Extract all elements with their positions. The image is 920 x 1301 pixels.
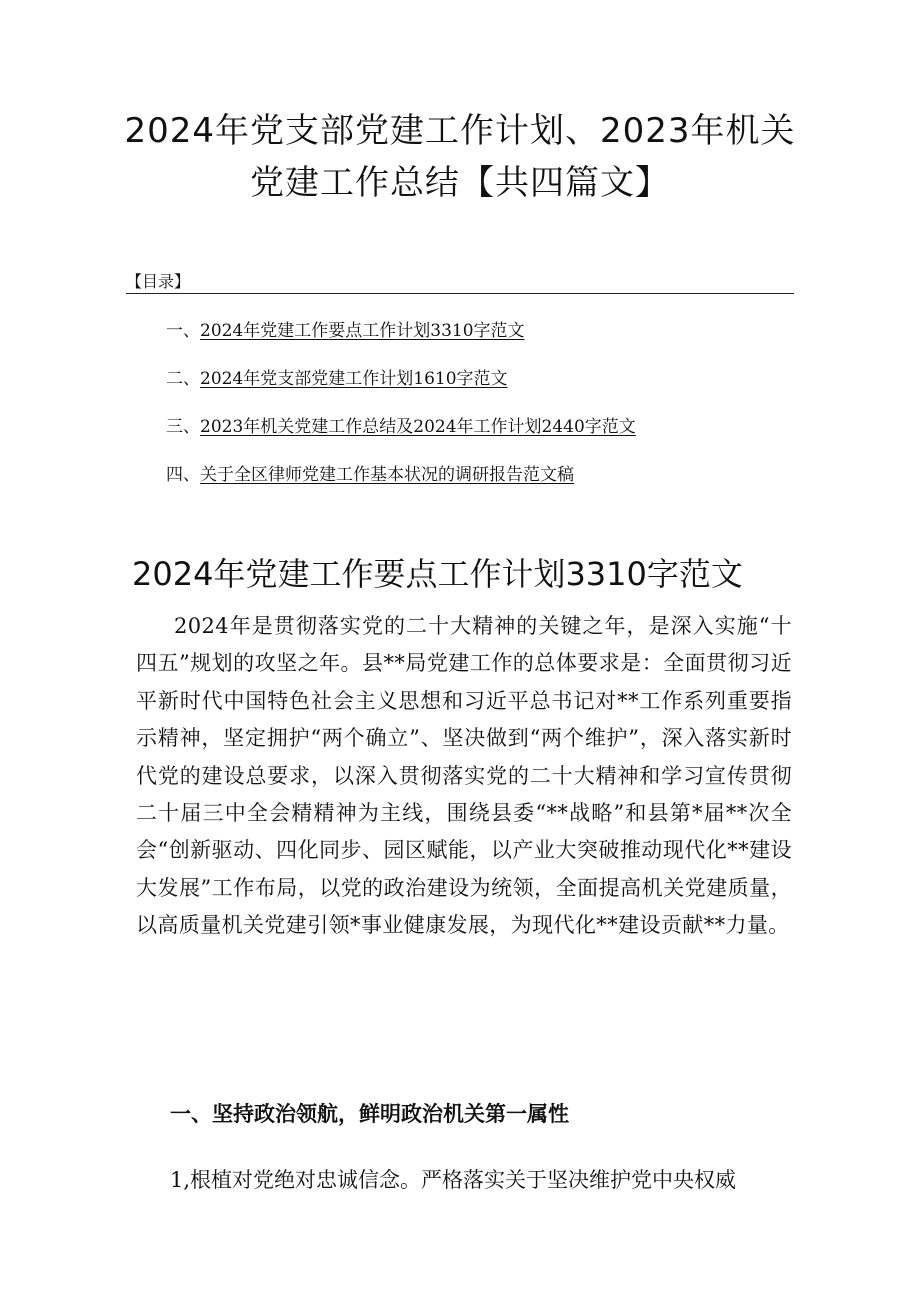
toc-item-link[interactable]: 2024年党支部党建工作计划1610字范文 [200, 369, 508, 389]
document-title-line-1: 2024年党支部党建工作计划、2023年机关 [124, 111, 796, 151]
toc-item-link[interactable]: 2023年机关党建工作总结及2024年工作计划2440字范文 [200, 417, 636, 437]
section-heading: 2024年党建工作要点工作计划3310字范文 [132, 555, 743, 593]
toc-item[interactable] [166, 319, 525, 343]
toc-item-number: 二、 [166, 369, 200, 389]
toc-item-number: 一、 [166, 321, 200, 341]
body-paragraph: 1,根植对党绝对忠诚信念。严格落实关于坚决维护党中央权威 [170, 1168, 737, 1192]
toc-item[interactable] [166, 415, 636, 439]
document-title-line-2: 党建工作总结【共四篇文】 [250, 163, 670, 203]
toc-item-link[interactable]: 2024年党建工作要点工作计划3310字范文 [200, 321, 525, 341]
section-subheading: 一、坚持政治领航，鲜明政治机关第一属性 [170, 1101, 569, 1126]
intro-paragraph: 2024年是贯彻落实党的二十大精神的关键之年，是深入实施“十四五”规划的攻坚之年。县**局党建工作的总体要求是：全面贯彻习近平新时代中国特色社会主义思想和习近平总书记对**工作系列重要指示精神，坚定拥护“两个确立”、坚决做到“两个维护”，深入落实新时代党的建设总要求，以深入贯彻落实党的二十大精神和学习宣传贯彻二十届三中全会精精神为主线，围绕县委“**战略”和县第*届**次全会“创新驱动、四化同步、园区赋能，以产业大突破推动现代化**建设大发展”工作布局，以党的政治建设为统领，全面提高机关党建质量，以高质量机关党建引领*事业健康发展，为现代化**建设贡献**力量。 [136, 614, 792, 938]
toc-item[interactable] [166, 463, 574, 487]
toc-item-link[interactable]: 关于全区律师党建工作基本状况的调研报告范文稿 [200, 465, 574, 485]
toc-item[interactable] [166, 367, 508, 391]
toc-divider [126, 293, 794, 294]
toc-item-number: 三、 [166, 417, 200, 437]
toc-item-number: 四、 [166, 465, 200, 485]
toc-label: 【目录】 [126, 272, 191, 291]
